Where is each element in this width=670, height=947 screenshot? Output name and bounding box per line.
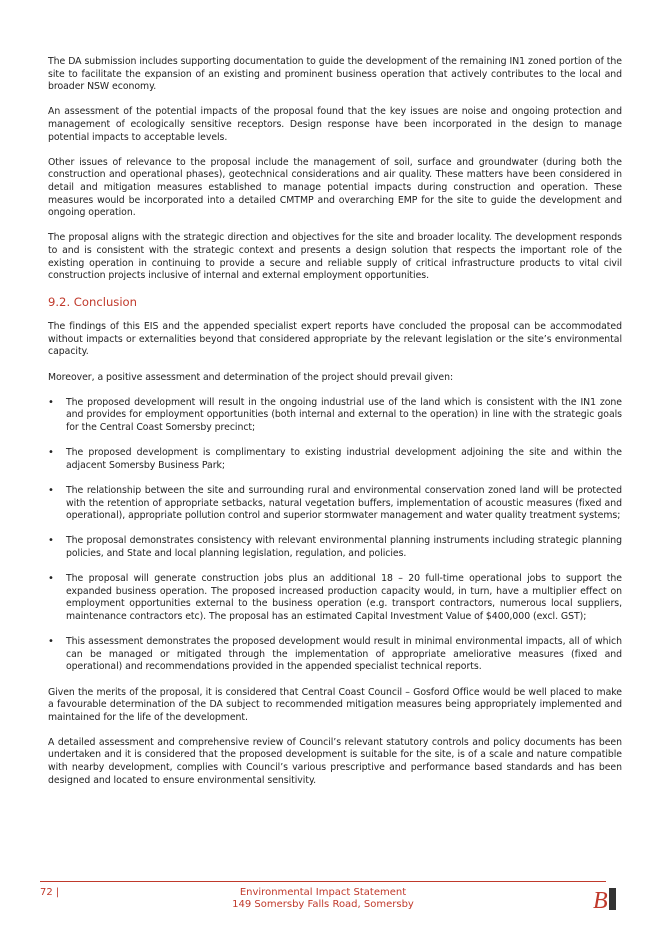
- list-item-text: The proposal demonstrates consistency with relevant environmental planning instruments including strategic planning policies, and State and local planning legislation, regulation, and policies.: [66, 535, 622, 559]
- list-item: [48, 447, 622, 472]
- conclusion-paragraph-2: Moreover, a positive assessment and determination of the project should prevail given:: [48, 371, 454, 383]
- bullet-icon: •: [48, 636, 54, 648]
- bullet-icon: •: [48, 396, 54, 408]
- list-item: [48, 397, 622, 435]
- footer-divider: [40, 881, 606, 882]
- list-item: [48, 573, 622, 623]
- closing-paragraph-2: A detailed assessment and comprehensive review of Council’s relevant statutory controls and policy documents has been undertaken and it is considered that the proposed development is suitable for the site, is of a scale and nature compatible with nearby development, complies with Council’s various prescriptive and performance based standards and has been designed and located to ensure environmental sensitivity.: [48, 736, 622, 786]
- intro-paragraph-3: Other issues of relevance to the proposal include the management of soil, surface and groundwater (during both the construction and operational phases), geotechnical considerations and air quality. These matters have been considered in detail and mitigation measures established to manage potential impacts during construction and operation. These measures would be incorporated into a detailed CMTMP and overarching EMP for the site to guide the development and ongoing operation.: [48, 156, 622, 219]
- list-item-text: The proposed development is complimentary to existing industrial development adjoining the site and within the adjacent Somersby Business Park;: [66, 447, 622, 471]
- list-item: [48, 636, 622, 674]
- svg-text:W: W: [617, 898, 626, 909]
- page-footer: [40, 881, 630, 921]
- section-heading-conclusion: 9.2. Conclusion: [48, 295, 137, 310]
- document-body: [48, 56, 622, 800]
- list-item-text: The relationship between the site and surrounding rural and environmental conservation zoned land will be protected with the retention of appropriate setbacks, natural vegetation buffers, implementation of acoustic measures (fixed and operational), appropriate pollution control and superior stormwater management and water quality treatment systems;: [66, 485, 622, 522]
- closing-paragraph-1: Given the merits of the proposal, it is considered that Central Coast Council – Gosford Office would be well placed to make a favourable determination of the DA subject to recommended mitigation measures being appropriately implemented and maintained for the life of the development.: [48, 686, 622, 723]
- page-number: 72 |: [40, 887, 60, 898]
- bullet-icon: •: [48, 485, 54, 496]
- bw-logo-icon: [592, 884, 626, 914]
- intro-paragraph-4: The proposal aligns with the strategic direction and objectives for the site and broader locality. The development responds to and is consistent with the strategic context and presents a design solution that respects the important role of the existing operation in continuing to provide a secure and reliable supply of critical infrastructure products to vital civil construction projects inclusive of internal and external employment opportunities.: [48, 232, 622, 282]
- list-item-text: The proposed development will result in the ongoing industrial use of the land which is consistent with the IN1 zone and provides for employment opportunities (both internal and external to the operation) in line with the strategic goals for the Central Coast Somersby precinct;: [66, 396, 622, 434]
- bullet-icon: •: [48, 573, 54, 585]
- svg-text:B: B: [593, 888, 608, 914]
- conclusion-paragraph-1: The findings of this EIS and the appended specialist expert reports have concluded the proposal can be accommodated without impacts or externalities beyond that considered appropriate by the relevant legislation or the site’s environmental capacity.: [48, 321, 622, 358]
- list-item-text: The proposal will generate construction jobs plus an additional 18 – 20 full-time operational jobs to support the expanded business operation. The proposed increased production capacity would, in turn, have a multiplier effect on employment opportunities external to the business operation (e.g. transport contractors, numerous local suppliers, maintenance contractors etc). The proposal has an estimated Capital Investment Value of $400,000 (excl. GST);: [66, 573, 622, 622]
- conclusion-bullet-list: [48, 397, 622, 674]
- footer-title-line-2: 149 Somersby Falls Road, Somersby: [232, 899, 414, 910]
- list-item: [48, 535, 622, 560]
- list-item-text: This assessment demonstrates the proposed development would result in minimal environmental impacts, all of which can be managed or mitigated through the implementation of appropriate ameliorative measures (fixed and operational) and recommendations provided in the appended specialist technical reports.: [66, 636, 622, 673]
- footer-title: [40, 887, 606, 911]
- intro-paragraph-1: The DA submission includes supporting documentation to guide the development of the remaining IN1 zoned portion of the site to facilitate the expansion of an existing and prominent business operation that actively contributes to the local and broader NSW economy.: [48, 56, 622, 93]
- list-item: [48, 485, 622, 523]
- intro-paragraph-2: An assessment of the potential impacts of the proposal found that the key issues are noise and ongoing protection and management of ecologically sensitive receptors. Design response have been incorporated in the design to manage potential impacts to acceptable levels.: [48, 106, 622, 143]
- bullet-icon: •: [48, 535, 54, 547]
- bullet-icon: •: [48, 447, 54, 459]
- footer-title-line-1: Environmental Impact Statement: [239, 887, 407, 898]
